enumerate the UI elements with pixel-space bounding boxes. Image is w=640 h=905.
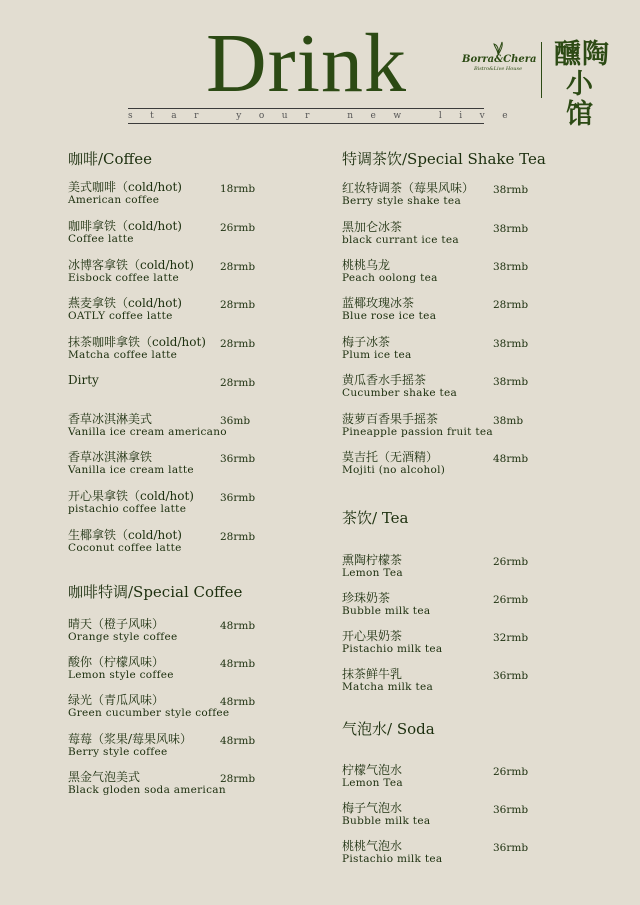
item-name-cn: 熏陶柠檬茶 xyxy=(342,553,403,567)
item-price: 38rmb xyxy=(493,184,529,196)
menu-item xyxy=(342,296,529,323)
section-title-coffee: 咖啡/Coffee xyxy=(68,150,152,168)
item-name-cn: 蓝椰玫瑰冰茶 xyxy=(342,296,415,310)
item-price: 26rmb xyxy=(493,556,529,568)
section-title-special-coffee: 咖啡特调/Special Coffee xyxy=(68,583,243,601)
item-name-cn: 黄瓜香水手摇茶 xyxy=(342,373,427,387)
item-name-cn: 开心果奶茶 xyxy=(342,629,403,643)
item-price: 26rmb xyxy=(493,594,529,606)
item-name-cn: 香草冰淇淋美式 xyxy=(68,412,153,426)
item-name-cn: 梅子气泡水 xyxy=(342,801,403,815)
item-name-cn: 抹茶咖啡拿铁（cold/hot) xyxy=(68,335,206,349)
leaf-icon xyxy=(491,40,505,56)
item-name-en: American coffee xyxy=(68,194,160,206)
item-name-cn: 开心果拿铁（cold/hot) xyxy=(68,489,194,503)
section-title-tea: 茶饮/ Tea xyxy=(342,509,409,527)
item-name-en: black currant ice tea xyxy=(342,234,459,246)
item-price: 28rmb xyxy=(220,531,256,543)
menu-item xyxy=(68,770,256,797)
item-price: 36rmb xyxy=(220,492,256,504)
item-name-en: Plum ice tea xyxy=(342,349,412,361)
item-name-en: OATLY coffee latte xyxy=(68,310,173,322)
menu-item xyxy=(342,667,529,694)
item-name-cn: 咖啡拿铁（cold/hot) xyxy=(68,219,182,233)
menu-item xyxy=(68,219,256,246)
item-price: 26rmb xyxy=(493,766,529,778)
item-price: 38mb xyxy=(493,415,524,427)
item-price: 28rmb xyxy=(220,299,256,311)
menu-item xyxy=(342,839,529,866)
item-price: 38rmb xyxy=(493,223,529,235)
menu-item xyxy=(342,591,529,618)
menu-item xyxy=(342,181,529,208)
item-name-en: Blue rose ice tea xyxy=(342,310,437,322)
menu-item xyxy=(68,617,256,644)
item-price: 28rmb xyxy=(220,377,256,389)
item-name-en: Cucumber shake tea xyxy=(342,387,458,399)
item-name-en: Mojiti (no alcohol) xyxy=(342,464,446,476)
menu-item xyxy=(68,450,256,477)
item-name-en: Peach oolong tea xyxy=(342,272,438,284)
menu-item xyxy=(342,629,529,656)
item-name-en: Lemon style coffee xyxy=(68,669,174,681)
chinese-logo xyxy=(554,40,618,130)
menu-item xyxy=(68,296,256,323)
item-name-cn: Dirty xyxy=(68,373,99,387)
item-name-en: Matcha coffee latte xyxy=(68,349,178,361)
chinese-logo-line2: 小馆 xyxy=(566,69,594,130)
section-title-soda: 气泡水/ Soda xyxy=(342,720,435,738)
menu-item xyxy=(68,489,256,516)
menu-item xyxy=(68,693,256,720)
brand-logo xyxy=(462,54,537,73)
item-name-en: Bubble milk tea xyxy=(342,605,431,617)
item-name-cn: 珍珠奶茶 xyxy=(342,591,391,605)
brand-subtitle: Bistro&Live House xyxy=(473,66,523,72)
item-price: 48rmb xyxy=(493,453,529,465)
item-name-cn: 燕麦拿铁（cold/hot) xyxy=(68,296,182,310)
item-price: 48rmb xyxy=(220,696,256,708)
item-name-cn: 抹茶鲜牛乳 xyxy=(342,667,403,681)
item-price: 32rmb xyxy=(493,632,529,644)
item-name-cn: 生椰拿铁（cold/hot) xyxy=(68,528,182,542)
menu-item xyxy=(342,335,529,362)
item-name-en: Coffee latte xyxy=(68,233,134,245)
menu-item xyxy=(342,801,529,828)
item-price: 48rmb xyxy=(220,735,256,747)
item-price: 28rmb xyxy=(220,338,256,350)
item-price: 28rmb xyxy=(493,299,529,311)
item-name-en: Green cucumber style coffee xyxy=(68,707,230,719)
menu-item xyxy=(342,373,529,400)
item-price: 38rmb xyxy=(493,376,529,388)
item-name-en: Pineapple passion fruit tea xyxy=(342,426,493,438)
item-name-en: Vanilla ice cream americano xyxy=(68,426,227,438)
menu-item xyxy=(68,655,256,682)
item-name-cn: 绿光（青瓜风味） xyxy=(68,693,165,707)
item-name-cn: 菠萝百香果手摇茶 xyxy=(342,412,439,426)
item-name-en: Lemon Tea xyxy=(342,567,403,579)
item-price: 38rmb xyxy=(493,338,529,350)
item-price: 48rmb xyxy=(220,658,256,670)
section-title-special-tea: 特调茶饮/Special Shake Tea xyxy=(342,150,546,168)
menu-item xyxy=(342,763,529,790)
item-price: 18rmb xyxy=(220,183,256,195)
item-price: 36mb xyxy=(220,415,251,427)
item-price: 36rmb xyxy=(493,842,529,854)
item-name-en: Pistachio milk tea xyxy=(342,643,443,655)
item-name-en: Berry style shake tea xyxy=(342,195,462,207)
brand-name: Borra&Chera xyxy=(462,54,537,65)
menu-item xyxy=(68,180,256,207)
item-price: 36rmb xyxy=(220,453,256,465)
item-name-cn: 酸你（柠檬风味） xyxy=(68,655,165,669)
menu-item xyxy=(68,528,256,555)
item-name-cn: 黑金气泡美式 xyxy=(68,770,141,784)
item-name-en: Pistachio milk tea xyxy=(342,853,443,865)
item-name-cn: 莫吉托（无酒精） xyxy=(342,450,439,464)
menu-item xyxy=(68,373,256,389)
item-name-en: Black gloden soda american xyxy=(68,784,226,796)
item-name-en: Matcha milk tea xyxy=(342,681,434,693)
item-name-en: Coconut coffee latte xyxy=(68,542,182,554)
menu-item xyxy=(68,258,256,285)
menu-item xyxy=(342,258,529,285)
item-name-cn: 红妆特调茶（莓果风味） xyxy=(342,181,475,195)
item-name-cn: 梅子冰茶 xyxy=(342,335,391,349)
item-name-en: Eisbock coffee latte xyxy=(68,272,180,284)
item-name-cn: 晴天（橙子风味） xyxy=(68,617,165,631)
item-name-en: Vanilla ice cream latte xyxy=(68,464,194,476)
item-name-en: Orange style coffee xyxy=(68,631,178,643)
item-price: 48rmb xyxy=(220,620,256,632)
item-price: 38rmb xyxy=(493,261,529,273)
item-price: 26rmb xyxy=(220,222,256,234)
item-name-cn: 冰博客拿铁（cold/hot) xyxy=(68,258,194,272)
item-name-cn: 柠檬气泡水 xyxy=(342,763,403,777)
menu-item xyxy=(68,732,256,759)
item-name-cn: 黑加仑冰茶 xyxy=(342,220,403,234)
item-name-cn: 莓莓（浆果/莓果风味） xyxy=(68,732,193,746)
page-title: Drink xyxy=(206,17,407,110)
item-price: 28rmb xyxy=(220,773,256,785)
item-name-en: pistachio coffee latte xyxy=(68,503,187,515)
item-name-cn: 香草冰淇淋拿铁 xyxy=(68,450,153,464)
menu-item xyxy=(342,412,524,439)
tagline: star your new live xyxy=(128,111,526,121)
item-name-en: Bubble milk tea xyxy=(342,815,431,827)
menu-item xyxy=(68,335,256,362)
item-name-cn: 桃桃气泡水 xyxy=(342,839,403,853)
item-name-cn: 桃桃乌龙 xyxy=(342,258,391,272)
logo-divider xyxy=(541,42,542,98)
chinese-logo-line1: 醺陶 xyxy=(554,39,610,70)
menu-item xyxy=(342,220,529,247)
item-name-en: Berry style coffee xyxy=(68,746,168,758)
item-name-cn: 美式咖啡（cold/hot) xyxy=(68,180,182,194)
menu-item xyxy=(342,553,529,580)
item-price: 36rmb xyxy=(493,670,529,682)
menu-item xyxy=(68,412,251,439)
menu-item xyxy=(342,450,529,477)
item-price: 36rmb xyxy=(493,804,529,816)
item-price: 28rmb xyxy=(220,261,256,273)
item-name-en: Lemon Tea xyxy=(342,777,403,789)
